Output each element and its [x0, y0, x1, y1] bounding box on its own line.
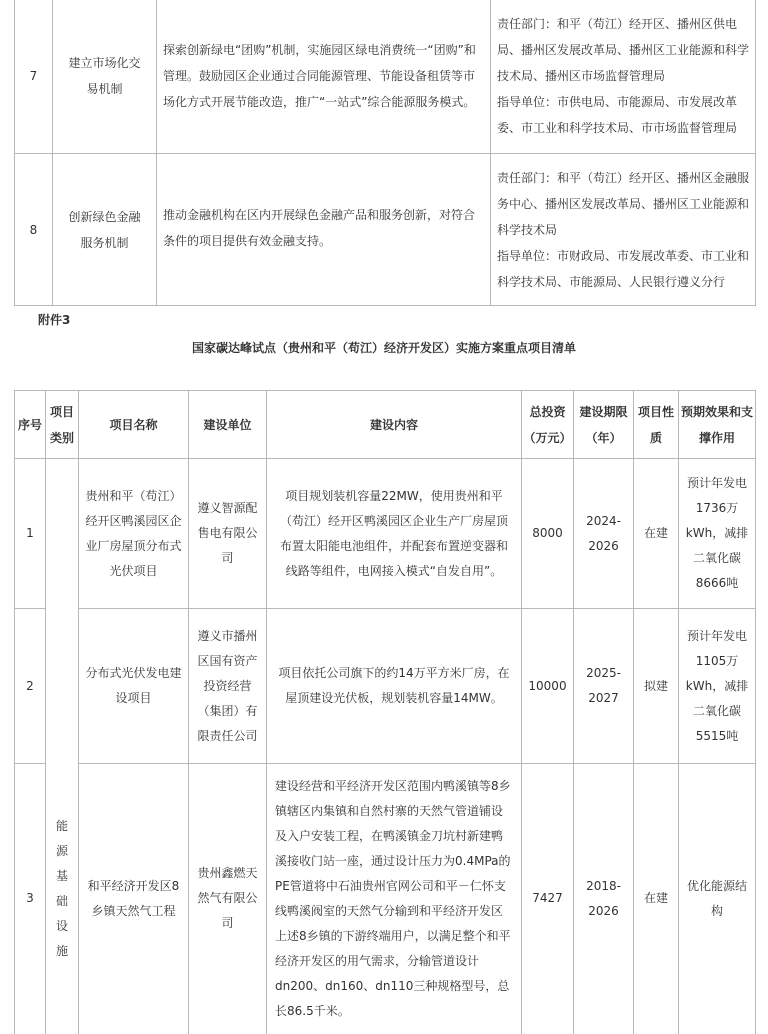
header-content: 建设内容 [267, 391, 522, 459]
guidance-units: 指导单位：市供电局、市能源局、市发展改革委、市工业和科学技术局、市市场监督管理局 [497, 95, 738, 135]
header-no: 序号 [15, 391, 46, 459]
header-effect: 预期效果和支撑作用 [679, 391, 756, 459]
project-content: 项目依托公司旗下的约14万平方米厂房，在屋顶建设光伏板，规划装机容量14MW。 [267, 609, 522, 764]
table-row [15, 764, 756, 1034]
responsible-departments: 责任部门：和平（苟江）经开区、播州区供电局、播州区发展改革局、播州区工业能源和科学技术局、播州区市场监督管理局 [497, 17, 750, 83]
header-row [15, 391, 756, 459]
responsible-departments: 责任部门：和平（苟江）经开区、播州区金融服务中心、播州区发展改革局、播州区工业能源和科学技术局 [497, 170, 750, 237]
project-investment: 10000 [522, 609, 574, 764]
table-row [15, 154, 756, 306]
project-period: 2024-2026 [574, 459, 634, 609]
task-name: 创新绿色金融服务机制 [53, 154, 157, 306]
table-row [15, 609, 756, 764]
attachment-label: 附件3 [38, 313, 71, 327]
project-name: 分布式光伏发电建设项目 [79, 609, 189, 764]
project-investment: 8000 [522, 459, 574, 609]
guidance-units: 指导单位：市财政局、市发展改革委、市工业和科学技术局、市能源局、人民银行遵义分行 [497, 248, 750, 289]
project-unit: 遵义市播州区国有资产投资经营（集团）有限责任公司 [189, 609, 267, 764]
project-name: 和平经济开发区8乡镇天然气工程 [79, 764, 189, 1034]
row-number: 7 [15, 0, 53, 154]
project-content: 建设经营和平经济开发区范围内鸭溪镇等8乡镇辖区内集镇和自然村寨的天然气管道铺设及入户安装工程，在鸭溪镇金刀坑村新建鸭溪接收门站一座，通过设计压力为0.4MPa的PE管道将中石油贵州官网公司和平－仁怀支线鸭溪阀室的天然气分输到和平经济开发区上述8乡镇的下游终端用户，以满足整个和平经济开发区的用气需求，分输管道设计dn200、dn160、dn110三种规格型号，总长86.5千米。 [267, 764, 522, 1034]
project-nature: 在建 [634, 764, 679, 1034]
task-departments [491, 154, 756, 306]
row-number: 8 [15, 154, 53, 306]
project-unit: 遵义智源配售电有限公司 [189, 459, 267, 609]
table-row [15, 459, 756, 609]
task-name: 建立市场化交易机制 [53, 0, 157, 154]
project-effect: 预计年发电1736万kWh，减排二氧化碳8666吨 [679, 459, 756, 609]
header-category: 项目类别 [46, 391, 79, 459]
project-no: 2 [15, 609, 46, 764]
project-investment: 7427 [522, 764, 574, 1034]
project-category: 能源基础设施 [46, 459, 79, 1034]
project-nature: 拟建 [634, 609, 679, 764]
key-tasks-table [14, 0, 756, 306]
project-unit: 贵州鑫燃天然气有限公司 [189, 764, 267, 1034]
task-departments [491, 0, 756, 154]
project-effect: 优化能源结构 [679, 764, 756, 1034]
project-nature: 在建 [634, 459, 679, 609]
project-no: 3 [15, 764, 46, 1034]
header-unit: 建设单位 [189, 391, 267, 459]
project-effect: 预计年发电1105万kWh，减排二氧化碳5515吨 [679, 609, 756, 764]
header-name: 项目名称 [79, 391, 189, 459]
project-content: 项目规划装机容量22MW，使用贵州和平（苟江）经开区鸭溪园区企业生产厂房屋顶布置太阳能电池组件，并配套布置逆变器和线路等组件，电网接入模式“自发自用”。 [267, 459, 522, 609]
page-title: 国家碳达峰试点（贵州和平（苟江）经济开发区）实施方案重点项目清单 [191, 341, 576, 355]
project-period: 2018-2026 [574, 764, 634, 1034]
project-name: 贵州和平（苟江）经开区鸭溪园区企业厂房屋顶分布式光伏项目 [79, 459, 189, 609]
table-row [15, 0, 756, 154]
task-description: 探索创新绿电“团购”机制，实施园区绿电消费统一“团购”和管理。鼓励园区企业通过合同能源管理、节能设备租赁等市场化方式开展节能改造，推广“一站式”综合能源服务模式。 [157, 0, 491, 154]
header-nature: 项目性质 [634, 391, 679, 459]
project-period: 2025-2027 [574, 609, 634, 764]
project-no: 1 [15, 459, 46, 609]
project-list-table [14, 390, 756, 1034]
task-description: 推动金融机构在区内开展绿色金融产品和服务创新，对符合条件的项目提供有效金融支持。 [157, 154, 491, 306]
header-investment: 总投资（万元） [522, 391, 574, 459]
header-period: 建设期限（年） [574, 391, 634, 459]
